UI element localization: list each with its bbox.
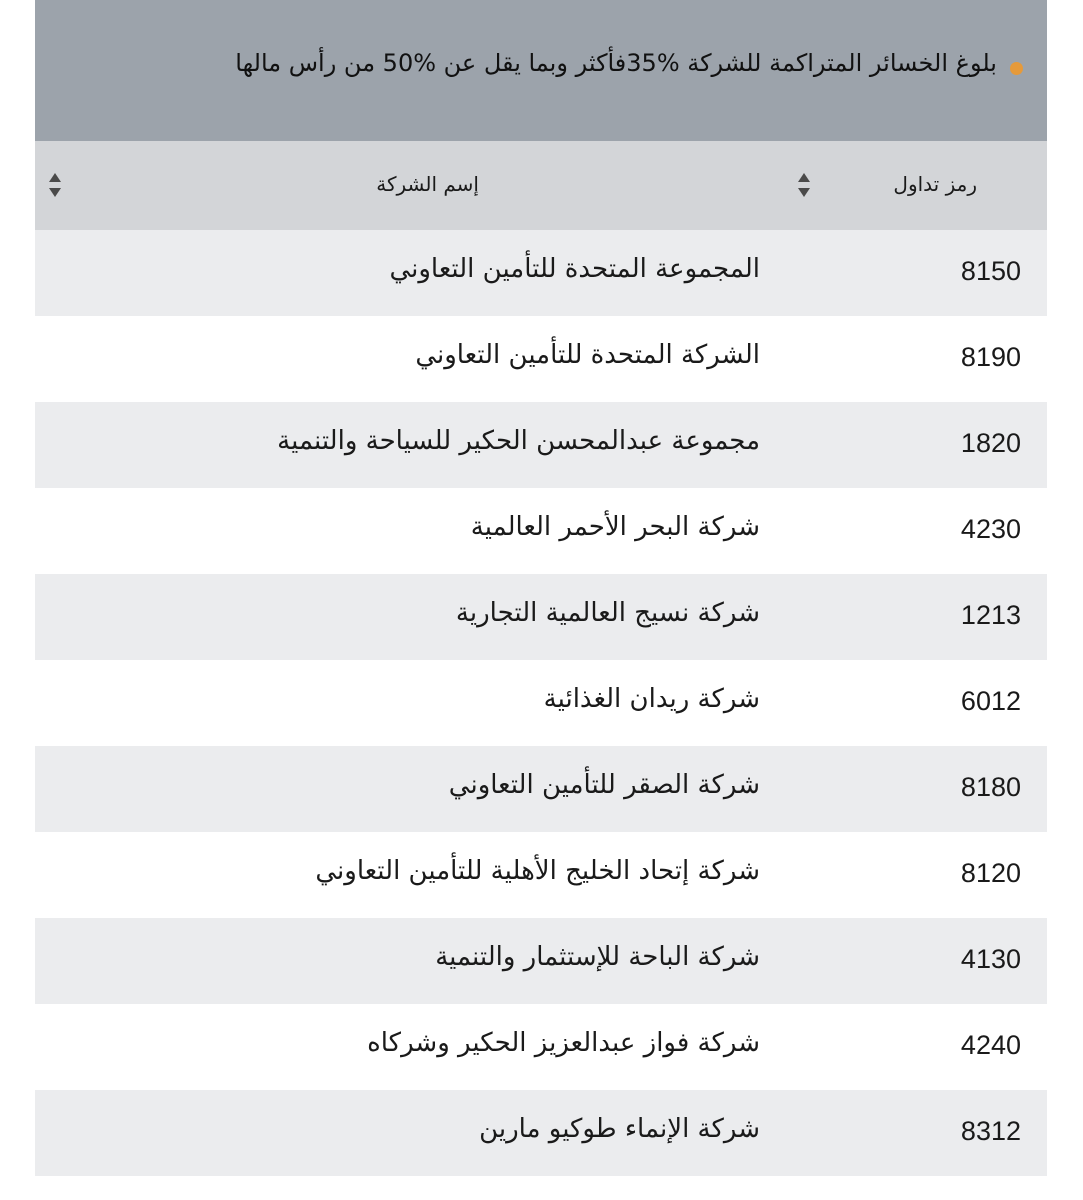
cell-code: 8150 bbox=[960, 256, 1021, 286]
cell-code: 8190 bbox=[960, 342, 1021, 372]
cell-company-name: شركة ريدان الغذائية bbox=[543, 684, 760, 714]
cell-company-name: شركة البحر الأحمر العالمية bbox=[470, 512, 760, 542]
cell-company-name: شركة الصقر للتأمين التعاوني bbox=[448, 770, 760, 800]
sort-updown-icon[interactable] bbox=[797, 171, 811, 199]
cell-code: 8120 bbox=[960, 858, 1021, 888]
cell-company-name: شركة الإنماء طوكيو مارين bbox=[479, 1114, 760, 1144]
table-row[interactable] bbox=[35, 488, 1047, 574]
cell-code: 4130 bbox=[960, 944, 1021, 974]
cell-code: 8180 bbox=[960, 772, 1021, 802]
table-row[interactable] bbox=[35, 316, 1047, 402]
table-row[interactable] bbox=[35, 574, 1047, 660]
criteria-text: بلوغ الخسائر المتراكمة للشركة %35فأكثر وبما يقل عن %50 من رأس مالها bbox=[235, 49, 997, 77]
table-row[interactable] bbox=[35, 402, 1047, 488]
table-row[interactable] bbox=[35, 1004, 1047, 1090]
cell-company-name: شركة إتحاد الخليج الأهلية للتأمين التعاوني bbox=[315, 856, 760, 886]
table-row[interactable] bbox=[35, 230, 1047, 316]
header-company-name[interactable]: إسم الشركة bbox=[376, 172, 479, 196]
table-row[interactable] bbox=[35, 660, 1047, 746]
cell-company-name: شركة فواز عبدالعزيز الحكير وشركاه bbox=[367, 1028, 760, 1058]
companies-table-panel bbox=[35, 0, 1047, 1200]
criteria-banner bbox=[35, 0, 1047, 141]
cell-company-name: شركة نسيج العالمية التجارية bbox=[455, 598, 760, 628]
table-row[interactable] bbox=[35, 918, 1047, 1004]
cell-code: 4230 bbox=[960, 514, 1021, 544]
table-row-partial bbox=[35, 1176, 1047, 1200]
table-row[interactable] bbox=[35, 746, 1047, 832]
cell-code: 8312 bbox=[960, 1116, 1021, 1146]
bullet-dot-icon bbox=[1010, 62, 1023, 75]
cell-code: 1213 bbox=[960, 600, 1021, 630]
sort-updown-icon[interactable] bbox=[48, 171, 62, 199]
header-code[interactable]: رمز تداول bbox=[893, 172, 977, 196]
cell-company-name: المجموعة المتحدة للتأمين التعاوني bbox=[389, 254, 760, 284]
cell-company-name: شركة الباحة للإستثمار والتنمية bbox=[435, 942, 760, 972]
cell-code: 1820 bbox=[960, 428, 1021, 458]
cell-company-name: الشركة المتحدة للتأمين التعاوني bbox=[415, 340, 760, 370]
table-header bbox=[35, 141, 1047, 230]
cell-company-name: مجموعة عبدالمحسن الحكير للسياحة والتنمية bbox=[277, 426, 760, 456]
cell-code: 6012 bbox=[960, 686, 1021, 716]
table-row[interactable] bbox=[35, 832, 1047, 918]
cell-code: 4240 bbox=[960, 1030, 1021, 1060]
table-row[interactable] bbox=[35, 1090, 1047, 1176]
